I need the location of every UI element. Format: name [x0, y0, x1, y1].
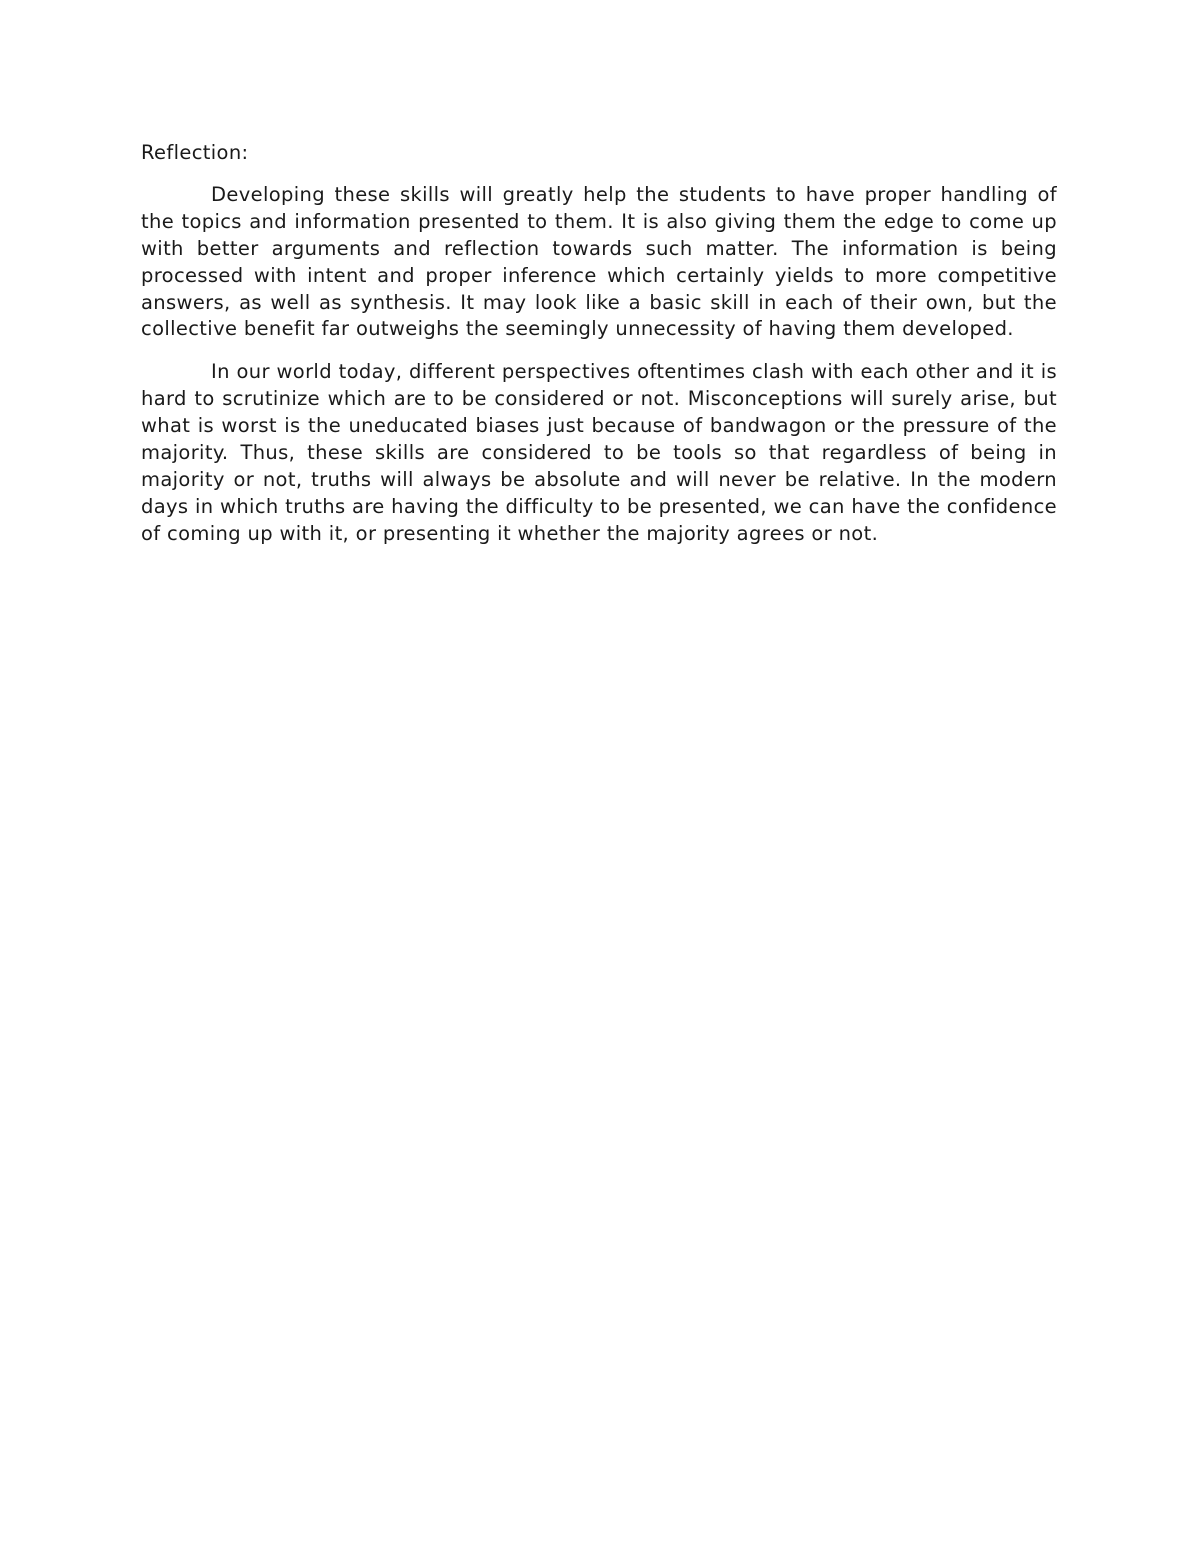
section-heading: Reflection:: [141, 141, 249, 164]
paragraph-1: Developing these skills will greatly help the students to have proper handling of the topics and information presented to them. It is also giving them the edge to come up with better arguments and reflection towards such matter. The information is being processed with intent and proper inference which certainly yields to more competitive answers, as well as synthesis. It may look like a basic skill in each of their own, but the collective benefit far outweighs the seemingly unnecessity of having them developed.: [141, 182, 1057, 341]
document-body: [141, 140, 1057, 564]
paragraph-2: In our world today, different perspectives oftentimes clash with each other and it is hard to scrutinize which are to be considered or not. Misconceptions will surely arise, but what is worst is the uneducated biases just because of bandwagon or the pressure of the majority. Thus, these skills are considered to be tools so that regardless of being in majority or not, truths will always be absolute and will never be relative. In the modern days in which truths are having the difficulty to be presented, we can have the confidence of coming up with it, or presenting it whether the majority agrees or not.: [141, 360, 1057, 545]
